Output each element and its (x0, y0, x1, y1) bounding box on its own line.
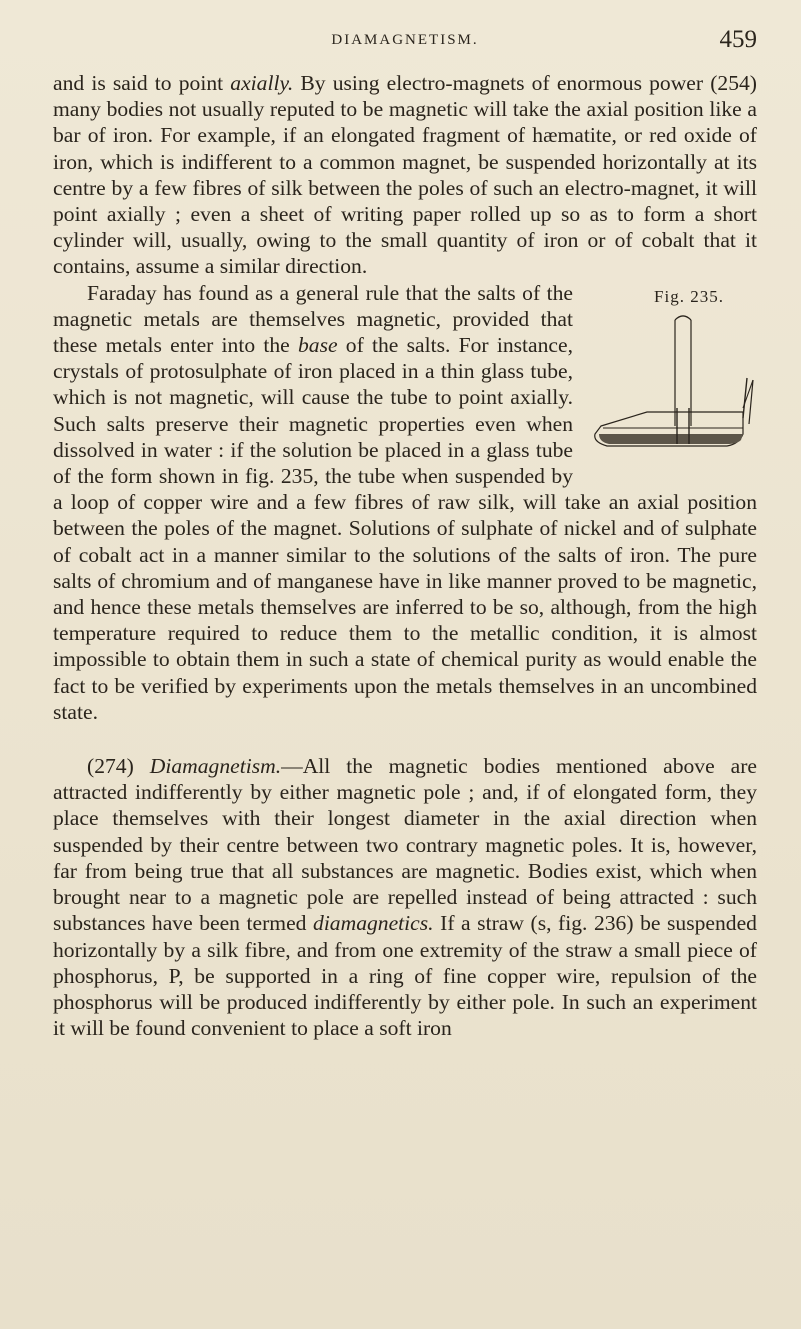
body-text (53, 70, 757, 1041)
paragraph-3-text-c: If a straw (s, fig. 236) be suspended horizontally by a silk fibre, and from one extremity of the straw a small piece of phosphorus, P, be supported in a ring of fine copper wire, repulsion of the phosphorus will be produced indifferently by either pole. In such an experiment it will be found convenient to place a soft iron (53, 911, 757, 1041)
paragraph-2-emphasis: base (297, 333, 338, 358)
figure-caption: Fig. 235. (654, 286, 724, 306)
running-head: DIAMAGNETISM. (331, 32, 479, 48)
page-number: 459 (719, 26, 757, 53)
paragraph-1-text-a: and is said to point (53, 71, 231, 95)
figure-235 (587, 282, 757, 464)
paragraph-2 (53, 280, 757, 725)
glass-tube-figure (587, 308, 757, 458)
paragraph-1-emphasis: axially. (230, 71, 294, 95)
paragraph-1-text-b: By using electro-magnets of enormous power (254) many bodies not usually reputed to be magnetic will take the axial position like a bar of iron. For example, if an elongated fragment of hæmatite, or red oxide of iron, which is indifferent to a common magnet, be suspended horizontally at its centre by a few fibres of silk between the poles of such an electro-magnet, it will point axially ; even a sheet of writing paper rolled up so as to form a short cylinder will, usually, owing to the small quantity of iron or of cobalt that it contains, assume a similar direction. (53, 71, 757, 279)
paragraph-3-heading: Diamagnetism. (149, 754, 282, 779)
paragraph-3 (53, 753, 757, 1041)
paragraph-3-text-a: (274) (87, 754, 150, 779)
paragraph-2-text-a: Faraday has found as a general rule that the salts of the magnetic metals are themselves magnetic, provided that these metals enter into the (53, 280, 573, 358)
page-header (53, 26, 757, 60)
paragraph-2-text-b: of the salts. For instance, crystals of protosulphate of iron placed in a thin glass tube, which is not magnetic, will cause the tube to point axially. Such salts preserve their magnetic properties even when dissolved in water : if the solution be placed in a glass tube of the form shown in fig. 235, the tube when suspended by a loop of copper wire and a few fibres of raw silk, will take an axial position between the poles of the magnet. Solutions of sulphate of nickel and of sulphate of cobalt act in a manner similar to the solutions of the salts of iron. The pure salts of chromium and of manganese have in like manner proved to be magnetic, and hence these metals themselves are inferred to be so, although, from the high temperature required to reduce them to the metallic condition, it is almost impossible to obtain them in such a state of chemical purity as would enable the fact to be verified by experiments upon the metals themselves in an uncombined state. (53, 333, 757, 724)
paragraph-3-text-b: —All the magnetic bodies mentioned above are attracted indifferently by either magnetic pole ; and, if of elongated form, they place themselves with their longest diameter in the axial direction when suspended by their centre between two contrary magnetic poles. It is, however, far from being true that all substances are magnetic. Bodies exist, which when brought near to a magnetic pole are repelled instead of being attracted : such substances have been termed (53, 754, 757, 936)
paragraph-1 (53, 70, 757, 280)
paragraph-3-emphasis: diamagnetics. (313, 911, 434, 936)
